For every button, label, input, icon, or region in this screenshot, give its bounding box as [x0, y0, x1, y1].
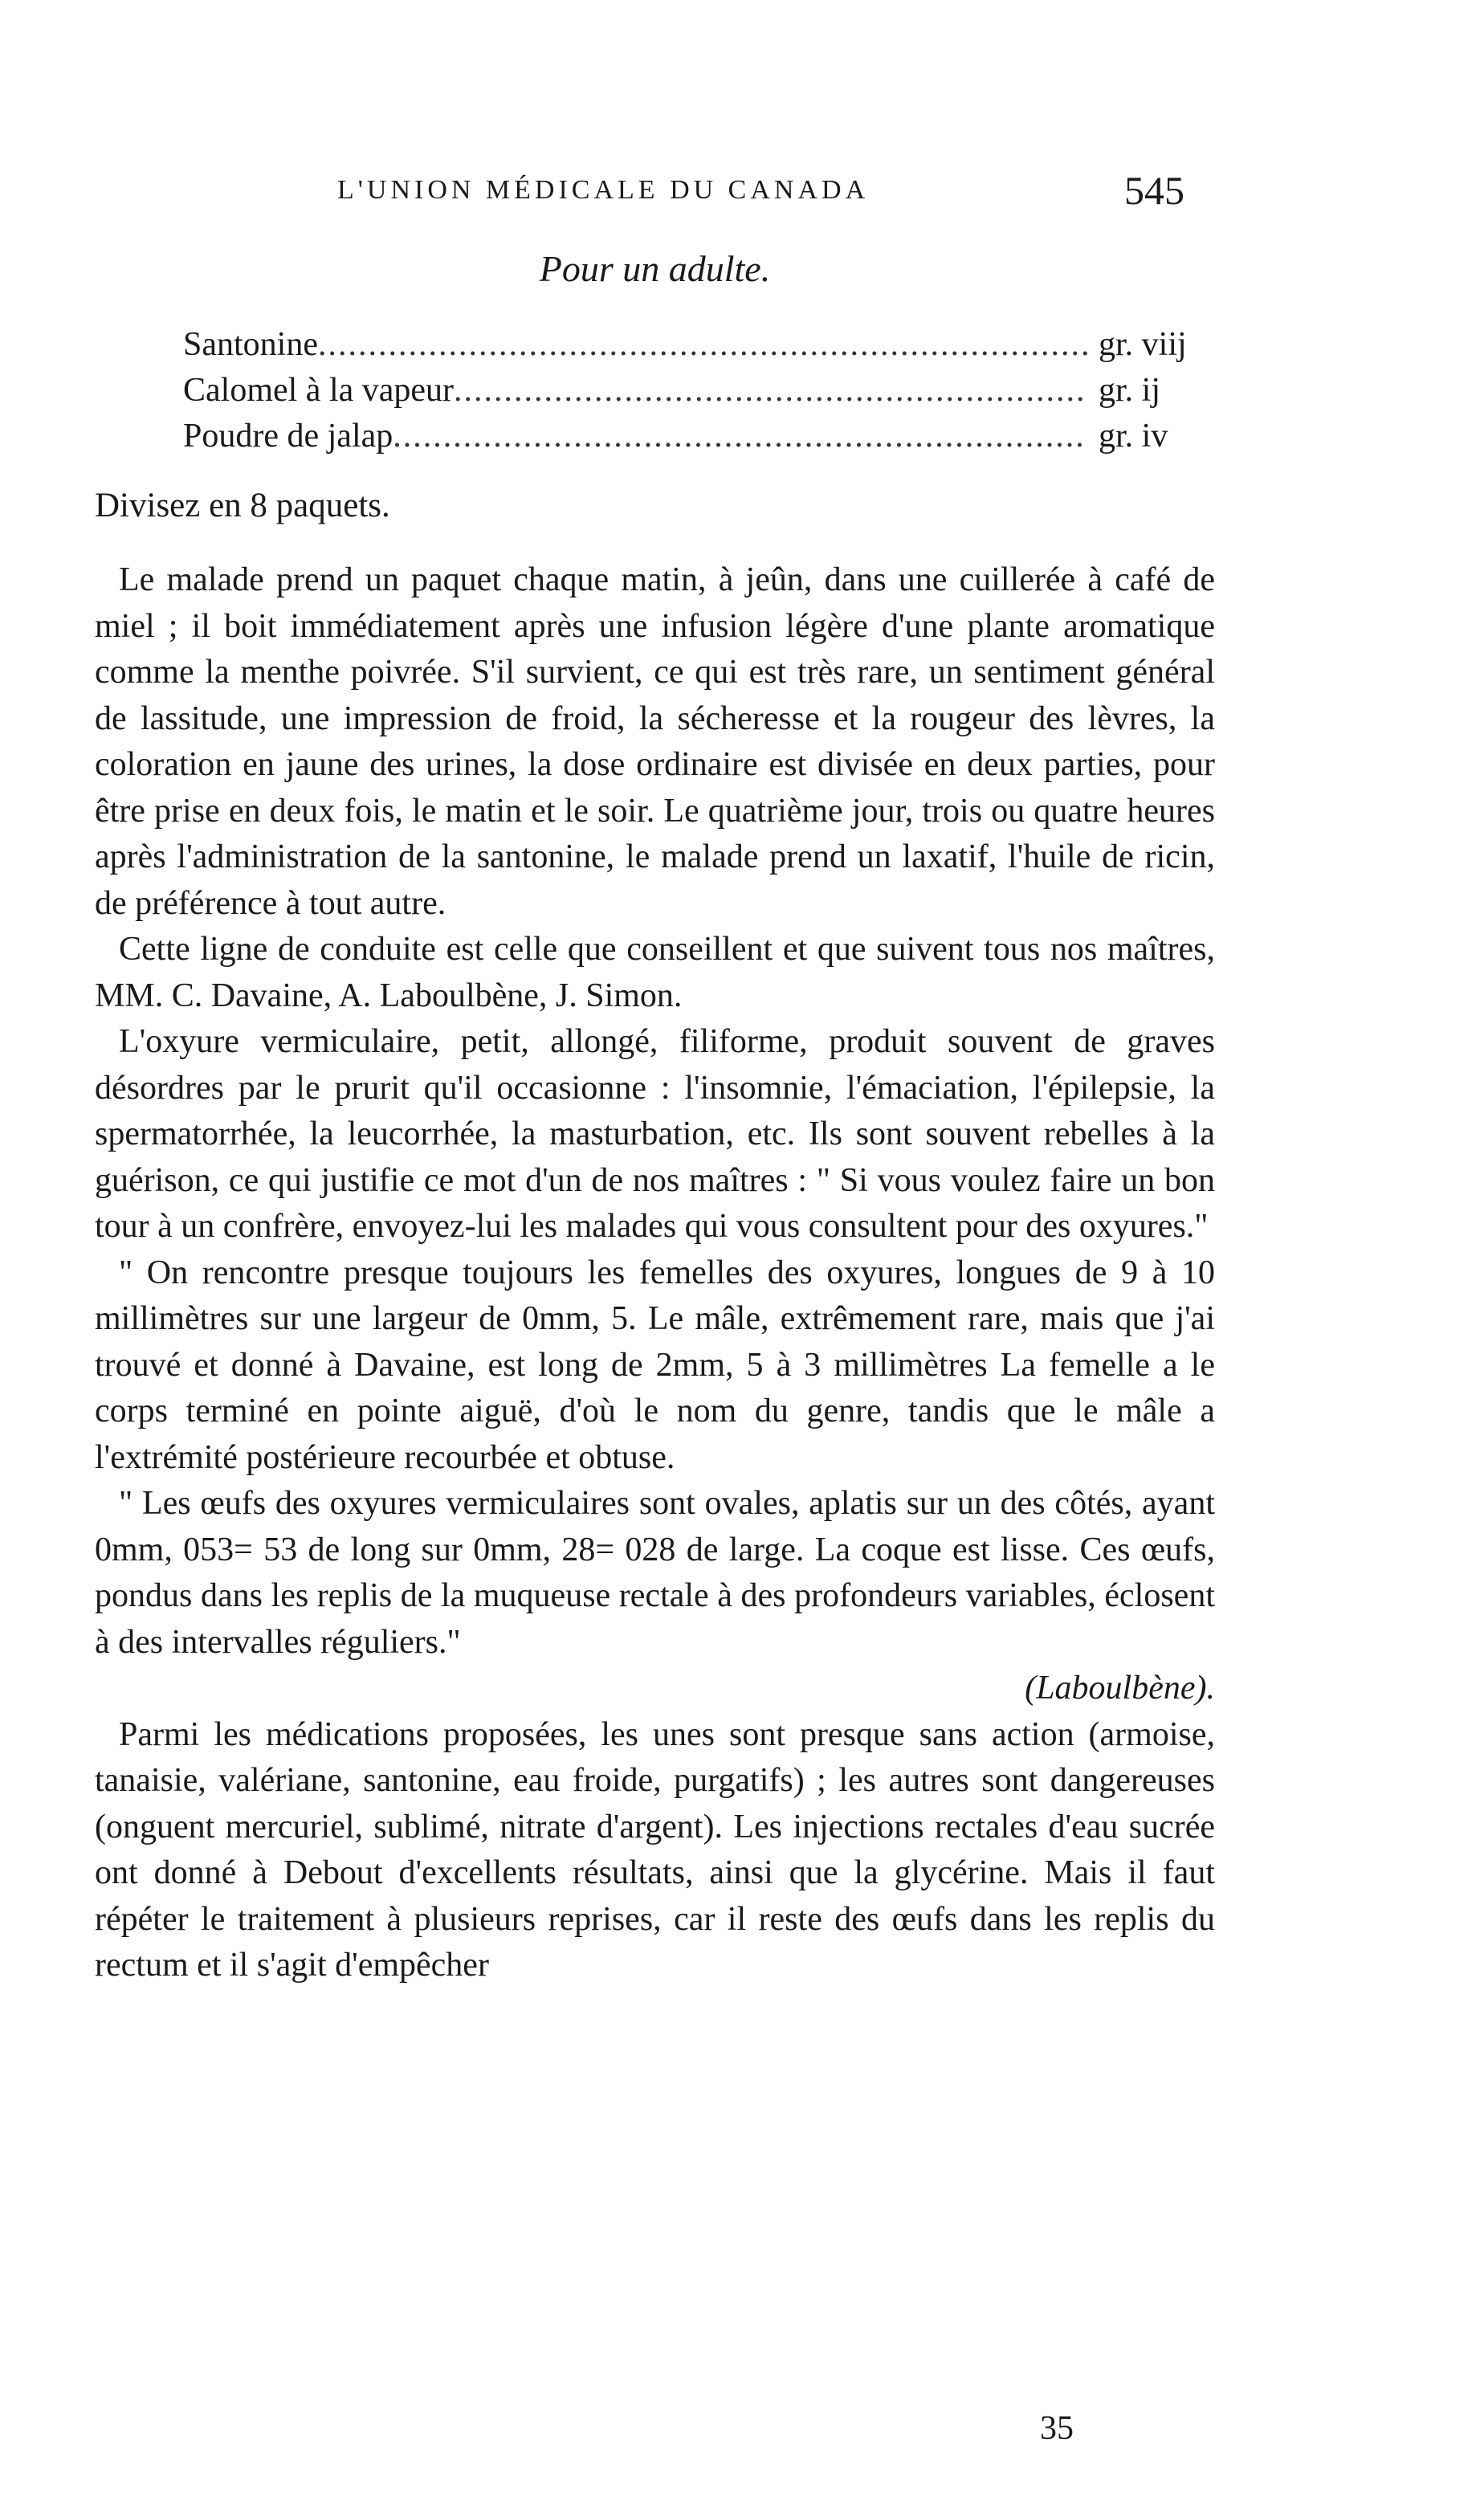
ingredient-dose: gr. iv: [1099, 418, 1168, 455]
dosage-instruction: Divisez en 8 paquets.: [95, 487, 390, 524]
ingredient-dose: gr. ij: [1099, 372, 1161, 409]
journal-title: L'UNION MÉDICALE DU CANADA: [337, 175, 870, 205]
page-number: 545: [1124, 168, 1184, 213]
quoted-paragraph: " Les œufs des oxyures vermiculaires sont ovales, aplatis sur un des côtés, ayant 0mm, 053= 53 de long sur 0mm, 28= 028 de large. La coque est lisse. Ces œufs, pondus dans les replis de la muqueuse rectale à des profondeurs variables, éclosent à des intervalles réguliers.": [95, 1485, 1215, 1661]
dot-leader: [454, 371, 1087, 410]
text-block: [95, 245, 1215, 1989]
dot-leader: [393, 417, 1087, 455]
ingredient-dose: gr. viij: [1099, 326, 1187, 363]
body-paragraph: Cette ligne de conduite est celle que conseillent et que suivent tous nos maîtres, MM. C. Davaine, A. Laboulbène, J. Simon.: [95, 931, 1215, 1014]
ingredient-name: Santonine: [183, 326, 318, 363]
body-paragraph: Le malade prend un paquet chaque matin, à jeûn, dans une cuillerée à café de miel ; il boit immédiatement après une infusion légère d'une plante aromatique comme la menthe poivrée. S'il survient, ce qui est très rare, un sentiment général de lassitude, une impression de froid, la sécheresse et la rougeur des lèvres, la coloration en jaune des urines, la dose ordinaire est divisée en deux parties, pour être prise en deux fois, le matin et le soir. Le quatrième jour, trois ou quatre heures après l'administration de la santonine, le malade prend un laxatif, l'huile de ricin, de préférence à tout autre.: [95, 561, 1215, 922]
prescription-subtitle: Pour un adulte.: [539, 248, 771, 289]
prescription-line: [183, 371, 1219, 417]
ingredient-name: Poudre de jalap: [183, 418, 393, 455]
quoted-paragraph: " On rencontre presque toujours les femelles des oxyures, longues de 9 à 10 millimètres sur une largeur de 0mm, 5. Le mâle, extrêmement rare, mais que j'ai trouvé et donné à Davaine, est long de 2mm, 5 à 3 millimètres La femelle a le corps terminé en pointe aiguë, d'où le nom du genre, tandis que le mâle a l'extrémité postérieure recourbée et obtuse.: [95, 1254, 1215, 1476]
dot-leader: [318, 325, 1087, 364]
running-head: [0, 161, 1484, 217]
signature-folio: 35: [1040, 2410, 1074, 2447]
body-paragraph: L'oxyure vermiculaire, petit, allongé, filiforme, produit souvent de graves désordres par le prurit qu'il occasionne : l'insomnie, l'émaciation, l'épilepsie, la spermatorrhée, la leucorrhée, la masturbation, etc. Ils sont souvent rebelles à la guérison, ce qui justifie ce mot d'un de nos maîtres : " Si vous voulez faire un bon tour à un confrère, envoyez-lui les malades qui vous consultent pour des oxyures.": [95, 1023, 1215, 1245]
body-paragraph: Parmi les médications proposées, les unes sont presque sans action (armoise, tanaisie, valériane, santonine, eau froide, purgatifs) ; les autres sont dangereuses (onguent mercuriel, sublimé, nitrate d'argent). Les injections rectales d'eau sucrée ont donné à Debout d'excellents résultats, ainsi que la glycérine. Mais il faut répéter le traitement à plusieurs reprises, car il reste des œufs dans les replis du rectum et il s'agit d'empêcher: [95, 1715, 1215, 1984]
attribution-row: [95, 1666, 1215, 1712]
prescription-line: [183, 417, 1219, 463]
prescription-line: [183, 325, 1219, 371]
attribution: (Laboulbène).: [1025, 1670, 1215, 1707]
prescription-list: [183, 325, 1219, 463]
quoted-paragraph-with-attribution: [95, 1481, 1215, 1712]
ingredient-name: Calomel à la vapeur: [183, 372, 455, 409]
